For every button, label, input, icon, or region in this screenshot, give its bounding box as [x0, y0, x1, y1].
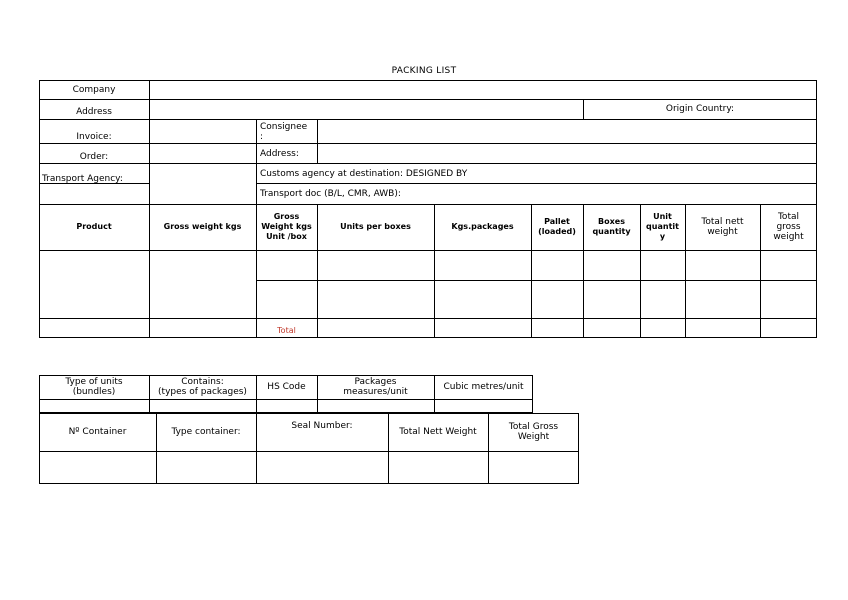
invoice-label: Invoice: [76, 132, 112, 142]
divider [256, 183, 817, 184]
units-col-cubic-metres: Cubic metres/unit [443, 382, 524, 392]
company-label: Company [72, 84, 116, 95]
order-label: Order: [79, 152, 109, 162]
divider [39, 318, 817, 319]
divider [39, 163, 817, 164]
col-header-total-gross: Total gross weight [773, 212, 804, 242]
col-header-pallet: Pallet (loaded) [538, 217, 576, 236]
divider [39, 143, 817, 144]
address2-label: Address: [260, 149, 299, 159]
col-header-unit-quantity: Unit quantit y [646, 212, 679, 241]
container-col-seal: Seal Number: [291, 421, 353, 431]
col-header-kgs-packages: Kgs.packages [451, 222, 514, 231]
transport-agency-label: Transport Agency: [42, 174, 123, 184]
units-col-package-measures: Packages measures/unit [343, 377, 408, 397]
col-header-product: Product [76, 222, 112, 231]
container-col-type: Type container: [171, 427, 241, 437]
divider [39, 119, 817, 120]
divider [317, 119, 318, 163]
divider [39, 451, 579, 452]
units-col-type: Type of units (bundles) [65, 377, 123, 397]
units-col-hs-code: HS Code [267, 382, 306, 392]
col-header-units-per-boxes: Units per boxes [340, 222, 411, 231]
transport-doc-label: Transport doc (B/L, CMR, AWB): [260, 189, 401, 199]
page-title: PACKING LIST [391, 66, 457, 76]
units-col-contains: Contains: (types of packages) [158, 377, 247, 397]
col-header-boxes-quantity: Boxes quantity [592, 217, 631, 236]
col-header-gross-weight-unit: Gross Weight kgs Unit /box [261, 212, 312, 241]
col-header-total-nett: Total nett weight [701, 217, 744, 237]
total-label: Total [277, 326, 296, 335]
divider [256, 280, 817, 281]
divider [39, 250, 817, 251]
address-label: Address [76, 107, 112, 117]
container-col-nett-weight: Total Nett Weight [399, 427, 477, 437]
origin-country-label: Origin Country: [665, 104, 735, 114]
container-col-number: Nº Container [68, 427, 127, 437]
col-header-gross-weight: Gross weight kgs [163, 222, 242, 231]
container-col-gross-weight: Total Gross Weight [508, 422, 559, 442]
divider [39, 399, 533, 400]
consignee-label: Consignee : [260, 122, 308, 142]
customs-agency-label: Customs agency at destination: DESIGNED BY [260, 169, 468, 179]
